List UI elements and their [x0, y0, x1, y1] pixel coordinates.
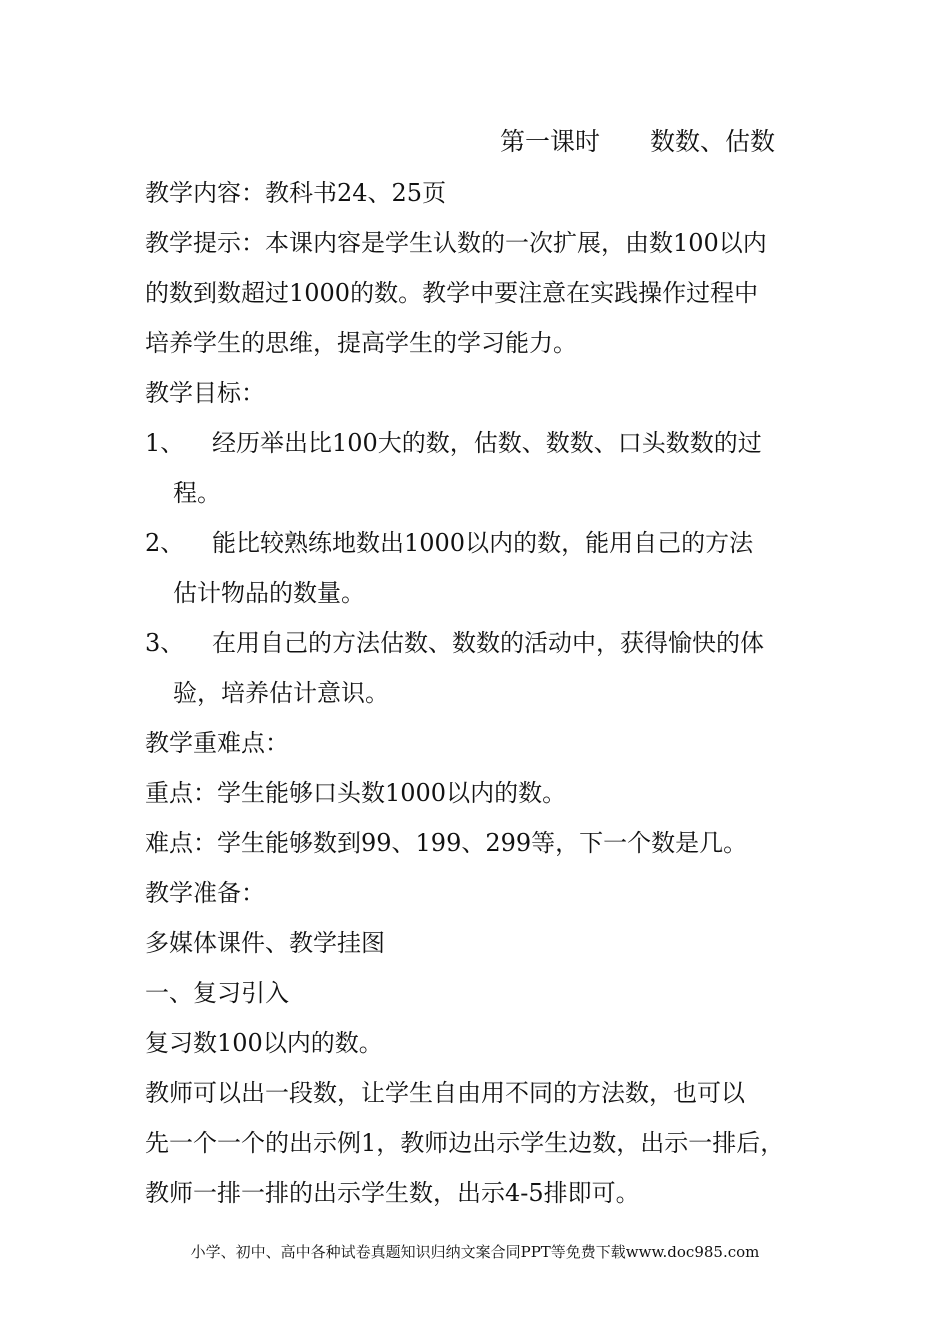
goal-3-number: 3、	[145, 629, 185, 657]
goal-2-line-1: 能比较熟练地数出1000以内的数，能用自己的方法	[212, 529, 754, 557]
key-heading: 教学重难点：	[145, 729, 289, 757]
hint-line-2: 的数到数超过1000的数。教学中要注意在实践操作过程中	[145, 279, 759, 307]
difficult-point: 难点：学生能够数到99、199、299等，下一个数是几。	[145, 829, 748, 857]
page-footer: 小学、初中、高中各种试卷真题知识归纳文案合同PPT等免费下载www.doc985.com	[190, 1243, 760, 1261]
review-text: 复习数100以内的数。	[145, 1029, 383, 1057]
section-heading: 一、复习引入	[145, 979, 289, 1007]
goal-1-line-1: 经历举出比100大的数，估数、数数、口头数数的过	[212, 429, 762, 457]
goal-1-number: 1、	[145, 429, 185, 457]
prep-heading: 教学准备：	[145, 879, 265, 907]
goal-2-number: 2、	[145, 529, 185, 557]
goal-3-line-2: 验，培养估计意识。	[173, 679, 389, 707]
goal-2-line-2: 估计物品的数量。	[173, 579, 365, 607]
goals-heading: 教学目标：	[145, 379, 265, 407]
body-line-2: 先一个一个的出示例1，教师边出示学生边数，出示一排后，	[145, 1129, 785, 1157]
key-point: 重点：学生能够口头数1000以内的数。	[145, 779, 567, 807]
lesson-title: 第一课时 数数、估数	[500, 127, 776, 156]
hint-line-3: 培养学生的思维，提高学生的学习能力。	[145, 329, 577, 357]
prep-materials: 多媒体课件、教学挂图	[145, 929, 385, 957]
body-line-3: 教师一排一排的出示学生数，出示4-5排即可。	[145, 1179, 640, 1207]
teaching-content: 教学内容：教科书24、25页	[145, 179, 447, 207]
body-line-1: 教师可以出一段数，让学生自由用不同的方法数，也可以	[145, 1079, 745, 1107]
goal-3-line-1: 在用自己的方法估数、数数的活动中，获得愉快的体	[212, 629, 764, 657]
goal-1-line-2: 程。	[173, 479, 221, 507]
hint-line-1: 教学提示：本课内容是学生认数的一次扩展，由数100以内	[145, 229, 767, 257]
